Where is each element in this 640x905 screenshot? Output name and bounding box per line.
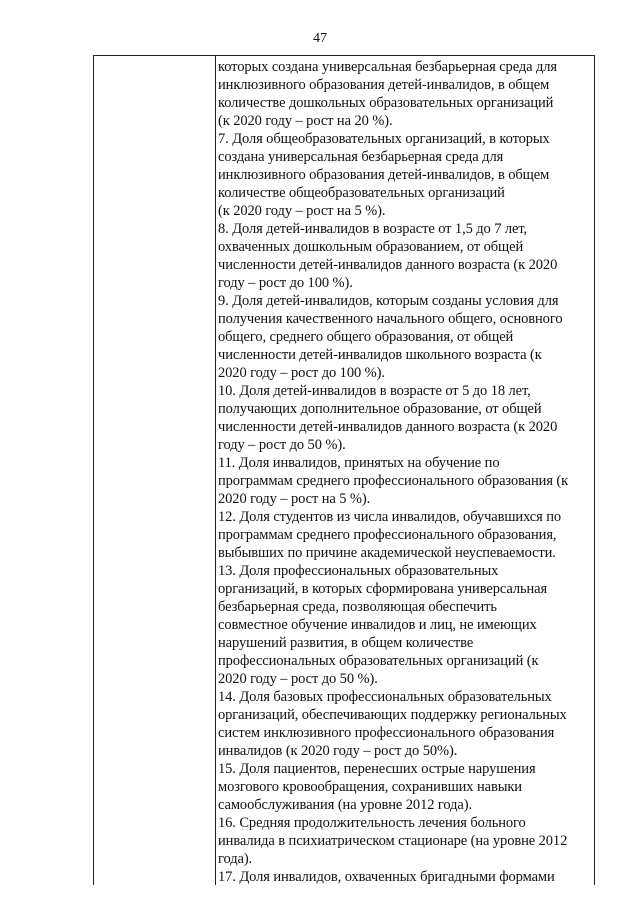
text-line: организаций, обеспечивающих поддержку региональных — [218, 707, 567, 723]
table-left-cell — [94, 56, 216, 885]
text-line: инклюзивного образования детей-инвалидов, в общем — [218, 167, 550, 183]
text-line: количестве общеобразовательных организаций — [218, 185, 505, 201]
document-table — [93, 55, 595, 885]
text-line: создана универсальная безбарьерная среда для — [218, 149, 504, 165]
text-line: получения качественного начального общего, основного — [218, 311, 563, 327]
text-line: 16. Средняя продолжительность лечения больного — [218, 815, 526, 831]
text-line: году – рост до 100 %). — [218, 275, 353, 291]
text-line: организаций, в которых сформирована универсальная — [218, 581, 548, 597]
text-line: года). — [218, 851, 253, 867]
text-line: получающих дополнительное образование, от общей — [218, 401, 542, 417]
text-line: инвалидов (к 2020 году – рост до 50%). — [218, 743, 458, 759]
text-line: безбарьерная среда, позволяющая обеспечить — [218, 599, 497, 615]
text-line: выбывших по причине академической неуспеваемости. — [218, 545, 556, 561]
text-line: программам среднего профессионального образования, — [218, 527, 557, 543]
text-line: 2020 году – рост на 5 %). — [218, 491, 371, 507]
text-line: 10. Доля детей-инвалидов в возрасте от 5 до 18 лет, — [218, 383, 531, 399]
text-line: самообслуживания (на уровне 2012 года). — [218, 797, 472, 813]
text-line: количестве дошкольных образовательных организаций — [218, 95, 554, 111]
text-line: совместное обучение инвалидов и лиц, не имеющих — [218, 617, 537, 633]
text-line: 12. Доля студентов из числа инвалидов, обучавшихся по — [218, 509, 562, 525]
text-line: 7. Доля общеобразовательных организаций, в которых — [218, 131, 550, 147]
text-line: 8. Доля детей-инвалидов в возрасте от 1,5 до 7 лет, — [218, 221, 528, 237]
text-line: 13. Доля профессиональных образовательных — [218, 563, 499, 579]
text-line: нарушений развития, в общем количестве — [218, 635, 474, 651]
text-line: 17. Доля инвалидов, охваченных бригадными формами — [218, 869, 555, 885]
text-line: профессиональных образовательных организаций (к — [218, 653, 539, 669]
text-line: 14. Доля базовых профессиональных образовательных — [218, 689, 552, 705]
text-line: году – рост до 50 %). — [218, 437, 346, 453]
text-line: которых создана универсальная безбарьерная среда для — [218, 59, 557, 75]
text-line: программам среднего профессионального образования (к — [218, 473, 569, 489]
table-right-cell — [218, 58, 592, 885]
text-line: 9. Доля детей-инвалидов, которым созданы условия для — [218, 293, 559, 309]
text-line: общего, среднего общего образования, от общей — [218, 329, 514, 345]
text-line: численности детей-инвалидов данного возраста (к 2020 — [218, 257, 558, 273]
text-line: инвалида в психиатрическом стационаре (на уровне 2012 — [218, 833, 568, 849]
text-line: мозгового кровообращения, сохранивших навыки — [218, 779, 522, 795]
text-line: численности детей-инвалидов школьного возраста (к — [218, 347, 542, 363]
text-line: (к 2020 году – рост на 20 %). — [218, 113, 393, 129]
text-line: систем инклюзивного профессионального образования — [218, 725, 555, 741]
text-line: численности детей-инвалидов данного возраста (к 2020 — [218, 419, 558, 435]
text-line: охваченных дошкольным образованием, от общей — [218, 239, 524, 255]
text-line: 2020 году – рост до 100 %). — [218, 365, 385, 381]
text-line: (к 2020 году – рост на 5 %). — [218, 203, 386, 219]
text-line: 15. Доля пациентов, перенесших острые нарушения — [218, 761, 536, 777]
page-number: 47 — [313, 31, 327, 46]
text-line: инклюзивного образования детей-инвалидов, в общем — [218, 77, 550, 93]
text-line: 11. Доля инвалидов, принятых на обучение по — [218, 455, 500, 471]
text-line: 2020 году – рост до 50 %). — [218, 671, 378, 687]
